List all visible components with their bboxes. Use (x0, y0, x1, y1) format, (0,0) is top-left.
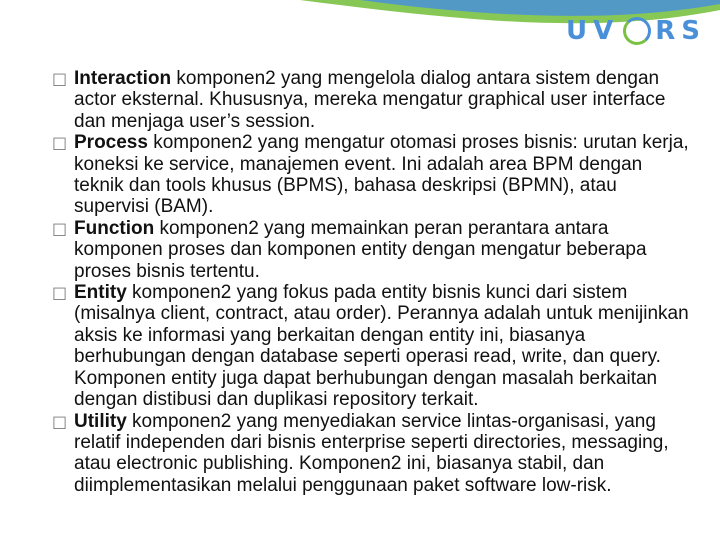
list-item-function (52, 218, 692, 282)
item-term: Interaction (74, 68, 172, 89)
logo-text-right: RS (655, 16, 706, 46)
item-term: Utility (74, 410, 127, 432)
logo-globe-icon (623, 17, 651, 45)
item-text: komponen2 yang memainkan peran perantara antara komponen proses dan komponen entity dengan mengatur beberapa proses bisnis tertentu. (74, 217, 647, 282)
square-bullet-icon: □ (52, 69, 68, 88)
uvers-logo (566, 16, 706, 46)
list-item-interaction (52, 68, 692, 132)
list-item-entity (52, 282, 692, 410)
square-bullet-icon: □ (52, 411, 68, 431)
item-text: komponen2 yang fokus pada entity bisnis kunci dari sistem (misalnya client, contract, atau order). Perannya adalah untuk menijinkan aksis ke informasi yang berkaitan dengan entity ini, biasanya berhubungan dengan database seperti operasi read, write, dan query. Komponen entity juga dapat berhubungan dengan masalah berkaitan dengan distibusi dan duplikasi repository terkait. (74, 282, 689, 411)
slide-content (52, 68, 692, 496)
list-item-utility (52, 411, 692, 497)
item-text: komponen2 yang menyediakan service lintas-organisasi, yang relatif independen dari bisnis enterprise seperti directories, messaging, atau electronic publishing. Komponen2 ini, biasanya stabil, dan diimplementasikan melalui penggunaan paket software low-risk. (74, 410, 669, 496)
square-bullet-icon: □ (52, 283, 68, 303)
item-text: komponen2 yang mengelola dialog antara sistem dengan actor eksternal. Khususnya, mereka mengatur graphical user interface dan menjaga user’s session. (74, 68, 666, 132)
item-text: komponen2 yang mengatur otomasi proses bisnis: urutan kerja, koneksi ke service, manajemen event. Ini adalah area BPM dengan teknik dan tools khusus (BPMS), bahasa deskripsi (BPMN), atau supervisi (BAM). (74, 132, 689, 218)
item-term: Process (74, 132, 148, 154)
square-bullet-icon: □ (52, 133, 68, 153)
item-term: Function (74, 217, 155, 239)
list-item-process (52, 132, 692, 218)
square-bullet-icon: □ (52, 218, 68, 238)
item-term: Entity (74, 282, 127, 304)
logo-text-left: UV (566, 16, 620, 46)
